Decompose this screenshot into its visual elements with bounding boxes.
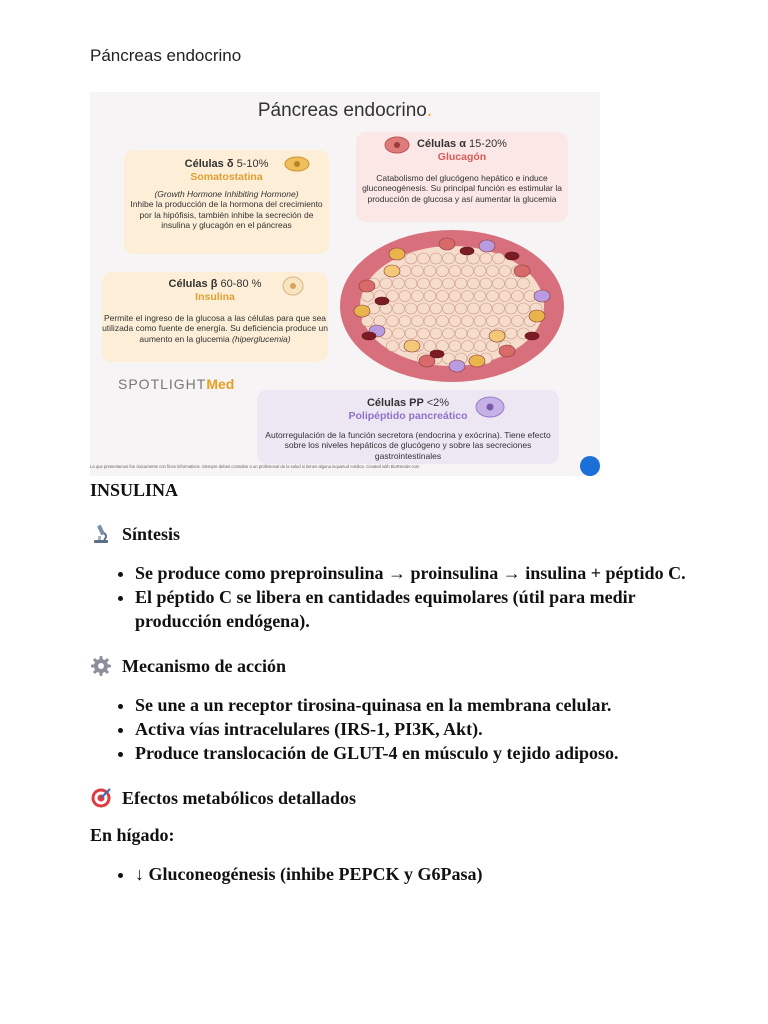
islet-cell — [437, 266, 449, 277]
islet-cell — [449, 266, 461, 277]
islet-cell — [437, 316, 449, 327]
islet-cell — [487, 291, 499, 302]
islet-cell — [399, 316, 411, 327]
delta-cell-name: Células δ — [184, 158, 234, 170]
list-item: • Activa vías intracelulares (IRS-1, PI3K, Akt). — [135, 717, 710, 741]
islet-cell — [455, 278, 467, 289]
spotlightmed-logo: SPOTLIGHTMed — [118, 376, 235, 392]
islet-cell — [430, 253, 442, 264]
islet-cell — [480, 303, 492, 314]
islet-cell — [529, 310, 545, 322]
islet-cell — [443, 303, 455, 314]
islet-cell — [393, 328, 405, 339]
list-item: • Produce translocación de GLUT-4 en músculo y tejido adiposo. — [135, 741, 710, 765]
beta-cell-name: Células β — [168, 278, 218, 290]
alpha-cell-icon — [384, 136, 410, 154]
islet-cell — [499, 266, 511, 277]
islet-cell — [387, 341, 399, 352]
beta-cells-card — [102, 272, 328, 362]
islet-cell — [469, 355, 485, 367]
islet-cell — [505, 328, 517, 339]
islet-cell — [468, 278, 480, 289]
islet-cell — [479, 240, 495, 252]
pp-percent: <2% — [426, 397, 450, 409]
islet-cell — [474, 291, 486, 302]
insulina-heading: INSULINA — [90, 480, 179, 500]
alpha-percent: 15-20% — [469, 138, 507, 150]
islet-cell — [405, 303, 417, 314]
list-item: • ↓ Gluconeogénesis (inhibe PEPCK y G6Pasa) — [135, 862, 710, 886]
islet-cell — [474, 266, 486, 277]
islet-cell — [359, 280, 375, 292]
islet-cell — [443, 253, 455, 264]
islet-cell — [493, 253, 505, 264]
islet-cell — [418, 278, 430, 289]
list-item: • Se une a un receptor tirosina-quinasa en la membrana celular. — [135, 693, 710, 717]
section-sintesis-heading — [90, 523, 710, 545]
pp-hormone: Polipéptido pancreático — [348, 410, 468, 422]
islet-cell — [424, 316, 436, 327]
sintesis-list — [90, 561, 710, 633]
pancreas-infographic — [90, 92, 600, 476]
islet-cell — [525, 332, 539, 340]
section-efectos-heading — [90, 787, 710, 809]
islet-cell — [474, 341, 486, 352]
islet-cell — [487, 266, 499, 277]
islet-cell — [424, 266, 436, 277]
islet-cell — [449, 316, 461, 327]
delta-cell-icon — [284, 156, 310, 172]
blue-dot-marker[interactable] — [580, 456, 600, 476]
islet-cell — [399, 291, 411, 302]
islet-cell — [430, 303, 442, 314]
islet-cell — [499, 291, 511, 302]
alpha-cells-card — [356, 132, 568, 222]
mecanismo-list — [90, 693, 710, 765]
islet-cell — [404, 340, 420, 352]
delta-hormone: Somatostatina — [190, 171, 263, 183]
target-icon — [90, 787, 112, 809]
delta-body-italic: (Growth Hormone Inhibiting Hormone) — [154, 189, 299, 199]
islet-cell — [430, 278, 442, 289]
islet-cell — [487, 316, 499, 327]
islet-cell — [384, 265, 400, 277]
pp-cells-card — [257, 390, 559, 464]
beta-hormone: Insulina — [195, 291, 235, 303]
islet-cell — [474, 316, 486, 327]
islet-cell — [505, 252, 519, 260]
infographic-title: Páncreas endocrino. — [257, 100, 433, 121]
islet-cell — [412, 316, 424, 327]
islet-cell — [449, 291, 461, 302]
islet-cell — [518, 303, 530, 314]
islet-cell — [418, 253, 430, 264]
islet-cell — [418, 303, 430, 314]
islet-cell — [505, 303, 517, 314]
islet-cell — [399, 266, 411, 277]
pp-body: Autorregulación de la función secretora (endocrina y exócrina). Tiene efecto sobre los niveles hepáticos de glucógeno y sobre las secreciones gastrointestinales — [265, 430, 551, 461]
islet-cell — [393, 303, 405, 314]
page-heading: Páncreas endocrino — [90, 46, 242, 65]
islet-cell — [462, 316, 474, 327]
islet-cell — [480, 278, 492, 289]
islet-cell — [443, 328, 455, 339]
list-item: • El péptido C se libera en cantidades equimolares (útil para medir producción endógena). — [135, 585, 710, 633]
islet-cell — [455, 303, 467, 314]
islet-cell — [389, 248, 405, 260]
islet-cell — [462, 266, 474, 277]
delta-percent: 5-10% — [236, 158, 269, 170]
delta-cells-card — [124, 150, 329, 254]
beta-cell-icon — [282, 276, 304, 296]
beta-body: Permite el ingreso de la glucosa a las células para que sea utilizada como fuente de energía. Su deficiencia produce un aumento en la glucemia — [102, 313, 328, 344]
islet-cell — [489, 330, 505, 342]
islet-cell — [375, 297, 389, 305]
islet-cell — [468, 328, 480, 339]
islet-cell — [534, 290, 550, 302]
islet-cell — [405, 253, 417, 264]
section-efectos-title: Efectos metabólicos detallados — [122, 787, 356, 808]
section-mecanismo-title: Mecanismo de acción — [122, 655, 286, 676]
islet-cell — [499, 345, 515, 357]
document-content — [90, 480, 710, 908]
islet-cell — [514, 265, 530, 277]
islet-cell — [405, 278, 417, 289]
infographic-footnote: La que presentamos fue únicamente con fines informativos. Siempre debes consultar a un profesional de la salud si tienes alguna inquietud médica. Created with BioRender.com — [90, 464, 420, 469]
islet-cell — [493, 278, 505, 289]
islet-cell — [424, 341, 436, 352]
islet-cell — [518, 278, 530, 289]
pp-cell-name: Células PP — [366, 397, 424, 409]
islet-cell — [362, 332, 376, 340]
islet-cell — [505, 278, 517, 289]
islet-cell — [493, 303, 505, 314]
islet-cell — [418, 328, 430, 339]
en-higado-subheading: En hígado: — [90, 825, 175, 845]
gear-icon — [90, 655, 112, 677]
islet-cell — [512, 291, 524, 302]
section-mecanismo-heading — [90, 655, 710, 677]
section-sintesis-title: Síntesis — [122, 523, 181, 544]
islet-cell — [462, 291, 474, 302]
higado-list — [90, 862, 710, 886]
islet-cell — [439, 238, 455, 250]
islet-cell — [405, 328, 417, 339]
islet-cell — [412, 266, 424, 277]
islet-cell — [443, 278, 455, 289]
alpha-hormone: Glucagón — [437, 151, 487, 163]
islet-cell — [354, 305, 370, 317]
islet-cell — [430, 350, 444, 358]
beta-percent: 60-80 % — [220, 278, 262, 290]
delta-body: Inhibe la producción de la hormona del crecimiento por la hipófisis, también inhibe la secreción de insulina y glucagón en el páncreas — [130, 199, 323, 231]
islet-cell — [468, 303, 480, 314]
islet-cell — [380, 278, 392, 289]
islet-cell — [480, 253, 492, 264]
islet-cell — [499, 316, 511, 327]
alpha-body: Catabolismo del glucógeno hepático e induce gluconeogénesis. Su principal función es estimular la producción de glucosa y así aumentar la glucemia — [362, 173, 562, 204]
microscope-icon — [90, 523, 112, 545]
islet-cell — [412, 291, 424, 302]
islet-cell — [437, 291, 449, 302]
islet-cell — [449, 360, 465, 372]
islet-cell — [387, 316, 399, 327]
islet-cell — [462, 341, 474, 352]
islet-cell — [424, 291, 436, 302]
islet-illustration — [337, 226, 567, 386]
islet-cell — [455, 328, 467, 339]
beta-body-italic: (hiperglucemia) — [232, 333, 291, 344]
pp-cell-icon — [475, 396, 505, 418]
islet-cell — [460, 247, 474, 255]
islet-cell — [393, 278, 405, 289]
list-item: • Se produce como preproinsulina → proinsulina → insulina + péptido C. — [135, 561, 710, 585]
islet-cell — [449, 341, 461, 352]
alpha-cell-name: Células α — [417, 138, 466, 150]
islet-cell — [430, 328, 442, 339]
islet-cell — [512, 316, 524, 327]
